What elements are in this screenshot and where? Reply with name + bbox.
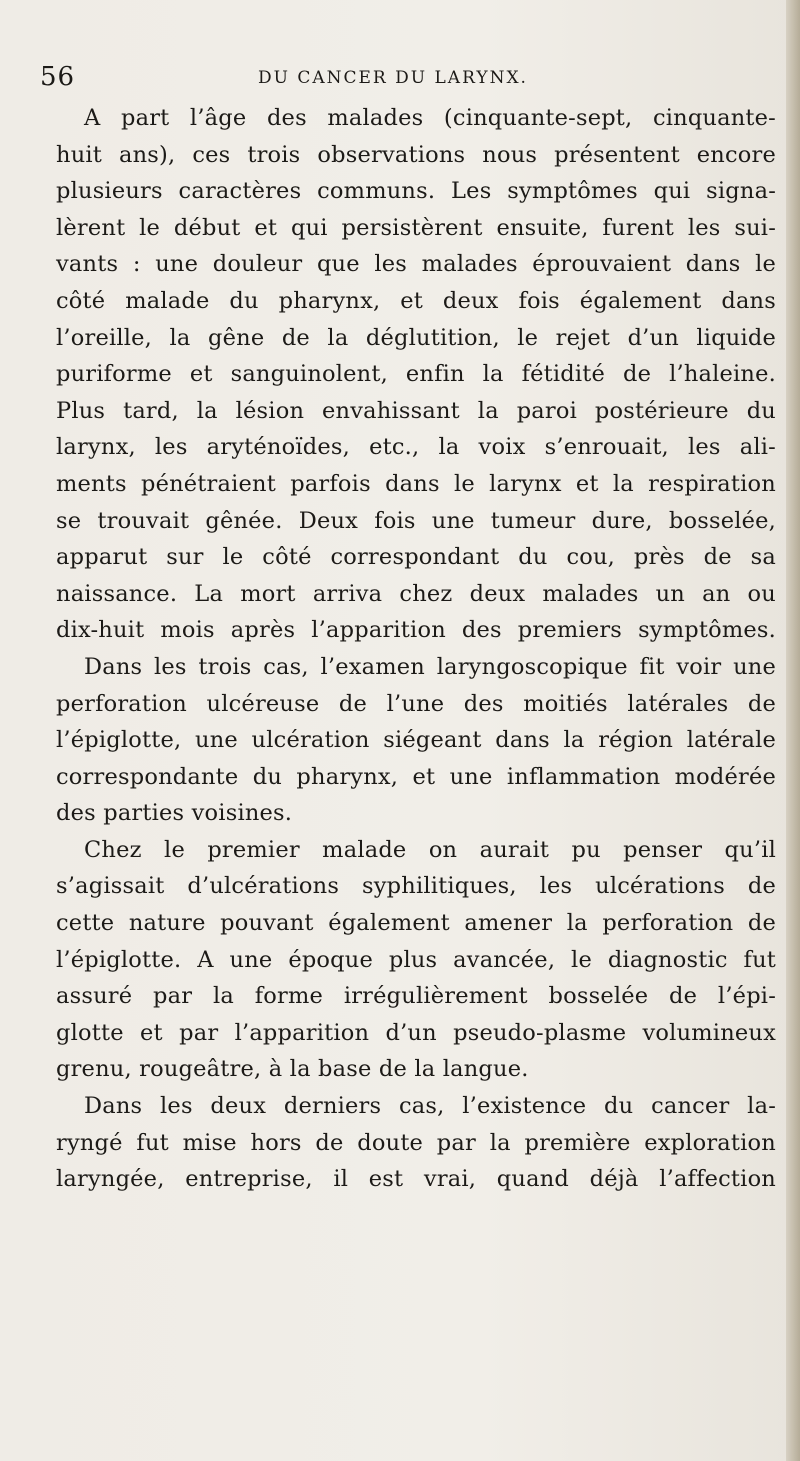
text-line: ryngé fut mise hors de doute par la première exploration xyxy=(56,1129,776,1156)
text-line: l’épiglotte. A une époque plus avancée, le diagnostic fut xyxy=(56,946,776,973)
text-line: Plus tard, la lésion envahissant la paroi postérieure du xyxy=(56,397,776,424)
text-line: cette nature pouvant également amener la perforation de xyxy=(56,910,776,937)
text-line: ments pénétraient parfois dans le larynx et la respiration xyxy=(56,470,776,497)
running-title: DU CANCER DU LARYNX. xyxy=(258,68,528,88)
text-line: vants : une douleur que les malades éprouvaient dans le xyxy=(56,251,776,278)
text-line: huit ans), ces trois observations nous présentent encore xyxy=(56,141,776,168)
text-line: se trouvait gênée. Deux fois une tumeur dure, bosselée, xyxy=(56,507,776,534)
body-text xyxy=(56,100,776,1198)
text-line: Chez le premier malade on aurait pu penser qu’il xyxy=(84,836,776,863)
text-line: perforation ulcéreuse de l’une des moitiés latérales de xyxy=(56,690,776,717)
text-line: A part l’âge des malades (cinquante-sept, cinquante- xyxy=(84,105,776,131)
text-line: l’épiglotte, une ulcération siégeant dans la région latérale xyxy=(56,727,776,754)
text-line: des parties voisines. xyxy=(56,800,293,827)
text-line: correspondante du pharynx, et une inflammation modérée xyxy=(56,763,776,790)
text-line: puriforme et sanguinolent, enfin la fétidité de l’haleine. xyxy=(56,361,776,388)
page-number: 56 xyxy=(40,62,76,92)
page-edge-shadow xyxy=(786,0,800,1461)
text-line: dix-huit mois après l’apparition des premiers symptômes. xyxy=(56,617,776,644)
text-line: assuré par la forme irrégulièrement bosselée de l’épi- xyxy=(56,983,776,1010)
text-line: plusieurs caractères communs. Les symptômes qui signa- xyxy=(56,178,776,205)
text-line: Dans les deux derniers cas, l’existence du cancer la- xyxy=(84,1093,776,1120)
running-head xyxy=(40,62,760,96)
text-line: l’oreille, la gêne de la déglutition, le rejet d’un liquide xyxy=(56,324,776,351)
text-line: larynx, les aryténoïdes, etc., la voix s’enrouait, les ali- xyxy=(56,434,776,461)
text-line: lèrent le début et qui persistèrent ensuite, furent les sui- xyxy=(56,214,776,241)
text-line: Dans les trois cas, l’examen laryngoscopique fit voir une xyxy=(84,653,776,680)
text-line: laryngée, entreprise, il est vrai, quand déjà l’affection xyxy=(56,1166,776,1193)
text-line: côté malade du pharynx, et deux fois également dans xyxy=(56,287,776,314)
text-line: apparut sur le côté correspondant du cou, près de sa xyxy=(56,544,776,571)
text-line: s’agissait d’ulcérations syphilitiques, les ulcérations de xyxy=(56,873,776,900)
text-line: grenu, rougeâtre, à la base de la langue. xyxy=(56,1056,529,1083)
text-line: naissance. La mort arriva chez deux malades un an ou xyxy=(56,580,776,607)
text-line: glotte et par l’apparition d’un pseudo-plasme volumineux xyxy=(56,1019,776,1046)
